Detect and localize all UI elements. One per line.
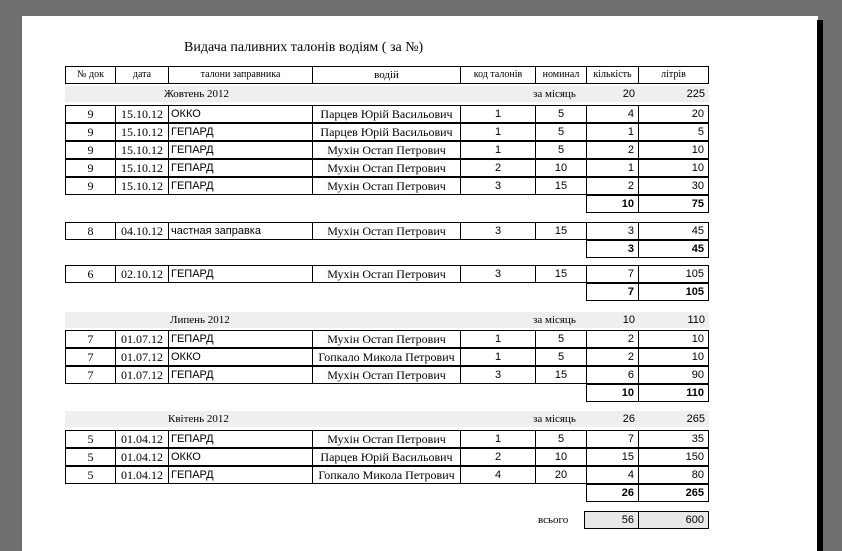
- column-header: кількість: [586, 66, 639, 84]
- cell-driver: Мухін Остап Петрович: [312, 159, 461, 177]
- cell-doc: 7: [65, 348, 116, 366]
- cell-driver: Мухін Остап Петрович: [312, 222, 461, 240]
- cell-liters: 10: [638, 141, 709, 159]
- column-header: номинал: [535, 66, 587, 84]
- doc-total-qty: 26: [586, 484, 639, 502]
- cell-qty: 1: [586, 159, 639, 177]
- cell-driver: Парцев Юрій Васильович: [312, 105, 461, 123]
- cell-doc: 6: [65, 265, 116, 283]
- cell-code: 2: [460, 159, 536, 177]
- cell-nominal: 15: [535, 177, 587, 195]
- per-month-label: за місяць: [533, 314, 576, 326]
- doc-total-qty: 10: [586, 384, 639, 402]
- cell-liters: 10: [638, 330, 709, 348]
- cell-code: 2: [460, 448, 536, 466]
- cell-nominal: 5: [535, 105, 587, 123]
- cell-station: ОККО: [168, 105, 313, 123]
- cell-station: ОККО: [168, 448, 313, 466]
- cell-station: ГЕПАРД: [168, 330, 313, 348]
- cell-doc: 5: [65, 430, 116, 448]
- cell-liters: 10: [638, 159, 709, 177]
- column-header: код талонів: [460, 66, 536, 84]
- cell-qty: 4: [586, 466, 639, 484]
- cell-code: 3: [460, 177, 536, 195]
- cell-station: ГЕПАРД: [168, 466, 313, 484]
- cell-liters: 10: [638, 348, 709, 366]
- cell-date: 15.10.12: [115, 141, 169, 159]
- month-qty: 10: [622, 314, 635, 326]
- per-month-label: за місяць: [533, 88, 576, 100]
- cell-doc: 7: [65, 330, 116, 348]
- cell-qty: 2: [586, 177, 639, 195]
- cell-date: 01.07.12: [115, 330, 169, 348]
- cell-nominal: 10: [535, 159, 587, 177]
- cell-station: ГЕПАРД: [168, 141, 313, 159]
- month-liters: 265: [686, 413, 705, 425]
- cell-station: ГЕПАРД: [168, 430, 313, 448]
- cell-date: 02.10.12: [115, 265, 169, 283]
- column-header: літрів: [638, 66, 709, 84]
- cell-date: 01.04.12: [115, 430, 169, 448]
- cell-nominal: 20: [535, 466, 587, 484]
- cell-liters: 5: [638, 123, 709, 141]
- cell-driver: Мухін Остап Петрович: [312, 330, 461, 348]
- cell-doc: 9: [65, 159, 116, 177]
- grand-total-label: всього: [538, 514, 569, 526]
- cell-code: 4: [460, 466, 536, 484]
- doc-total-liters: 265: [638, 484, 709, 502]
- cell-liters: 80: [638, 466, 709, 484]
- cell-qty: 2: [586, 348, 639, 366]
- cell-nominal: 15: [535, 222, 587, 240]
- month-label: Квітень 2012: [168, 413, 229, 425]
- cell-nominal: 5: [535, 430, 587, 448]
- cell-driver: Парцев Юрій Васильович: [312, 123, 461, 141]
- cell-driver: Мухін Остап Петрович: [312, 141, 461, 159]
- cell-station: ГЕПАРД: [168, 177, 313, 195]
- cell-doc: 7: [65, 366, 116, 384]
- cell-code: 1: [460, 141, 536, 159]
- cell-station: ГЕПАРД: [168, 123, 313, 141]
- month-label: Жовтень 2012: [164, 88, 230, 100]
- cell-code: 3: [460, 265, 536, 283]
- cell-date: 01.07.12: [115, 366, 169, 384]
- cell-qty: 2: [586, 330, 639, 348]
- column-header: талони заправника: [168, 66, 313, 84]
- month-label: Липень 2012: [170, 314, 230, 326]
- cell-liters: 150: [638, 448, 709, 466]
- cell-doc: 5: [65, 448, 116, 466]
- cell-code: 1: [460, 430, 536, 448]
- doc-total-liters: 110: [638, 384, 709, 402]
- cell-liters: 20: [638, 105, 709, 123]
- cell-doc: 9: [65, 141, 116, 159]
- doc-total-liters: 105: [638, 283, 709, 301]
- cell-driver: Мухін Остап Петрович: [312, 265, 461, 283]
- cell-nominal: 5: [535, 348, 587, 366]
- cell-doc: 8: [65, 222, 116, 240]
- cell-nominal: 5: [535, 141, 587, 159]
- cell-code: 1: [460, 348, 536, 366]
- cell-date: 15.10.12: [115, 105, 169, 123]
- month-liters: 225: [686, 88, 705, 100]
- per-month-label: за місяць: [533, 413, 576, 425]
- column-header: водій: [312, 66, 461, 84]
- cell-code: 3: [460, 222, 536, 240]
- cell-date: 01.07.12: [115, 348, 169, 366]
- cell-qty: 1: [586, 123, 639, 141]
- doc-total-qty: 7: [586, 283, 639, 301]
- cell-station: ГЕПАРД: [168, 366, 313, 384]
- cell-driver: Мухін Остап Петрович: [312, 177, 461, 195]
- cell-liters: 35: [638, 430, 709, 448]
- cell-code: 1: [460, 123, 536, 141]
- cell-driver: Мухін Остап Петрович: [312, 430, 461, 448]
- cell-nominal: 5: [535, 330, 587, 348]
- cell-date: 04.10.12: [115, 222, 169, 240]
- cell-nominal: 15: [535, 265, 587, 283]
- grand-total-liters: 600: [638, 511, 709, 529]
- cell-driver: Гопкало Микола Петрович: [312, 348, 461, 366]
- cell-station: частная заправка: [168, 222, 313, 240]
- doc-total-liters: 45: [638, 240, 709, 258]
- cell-date: 01.04.12: [115, 448, 169, 466]
- cell-doc: 5: [65, 466, 116, 484]
- cell-liters: 30: [638, 177, 709, 195]
- cell-date: 15.10.12: [115, 123, 169, 141]
- report-title: Видача паливних талонів водіям ( за №): [184, 40, 424, 55]
- cell-nominal: 10: [535, 448, 587, 466]
- cell-date: 15.10.12: [115, 159, 169, 177]
- column-header: дата: [115, 66, 169, 84]
- cell-date: 15.10.12: [115, 177, 169, 195]
- cell-qty: 3: [586, 222, 639, 240]
- cell-liters: 90: [638, 366, 709, 384]
- month-liters: 110: [687, 314, 705, 326]
- cell-qty: 2: [586, 141, 639, 159]
- cell-station: ГЕПАРД: [168, 265, 313, 283]
- cell-station: ОККО: [168, 348, 313, 366]
- cell-code: 1: [460, 105, 536, 123]
- cell-driver: Мухін Остап Петрович: [312, 366, 461, 384]
- cell-qty: 7: [586, 430, 639, 448]
- cell-code: 3: [460, 366, 536, 384]
- cell-liters: 105: [638, 265, 709, 283]
- grand-total-qty: 56: [584, 511, 639, 529]
- month-qty: 26: [622, 413, 635, 425]
- page-shadow: [817, 20, 823, 551]
- cell-doc: 9: [65, 123, 116, 141]
- cell-nominal: 5: [535, 123, 587, 141]
- cell-doc: 9: [65, 177, 116, 195]
- cell-qty: 7: [586, 265, 639, 283]
- cell-code: 1: [460, 330, 536, 348]
- cell-qty: 6: [586, 366, 639, 384]
- cell-station: ГЕПАРД: [168, 159, 313, 177]
- cell-nominal: 15: [535, 366, 587, 384]
- month-qty: 20: [622, 88, 635, 100]
- cell-qty: 4: [586, 105, 639, 123]
- cell-doc: 9: [65, 105, 116, 123]
- cell-liters: 45: [638, 222, 709, 240]
- doc-total-liters: 75: [638, 195, 709, 213]
- cell-driver: Парцев Юрій Васильович: [312, 448, 461, 466]
- doc-total-qty: 10: [586, 195, 639, 213]
- column-header: № док: [65, 66, 116, 84]
- cell-date: 01.04.12: [115, 466, 169, 484]
- doc-total-qty: 3: [586, 240, 639, 258]
- cell-qty: 15: [586, 448, 639, 466]
- cell-driver: Гопкало Микола Петрович: [312, 466, 461, 484]
